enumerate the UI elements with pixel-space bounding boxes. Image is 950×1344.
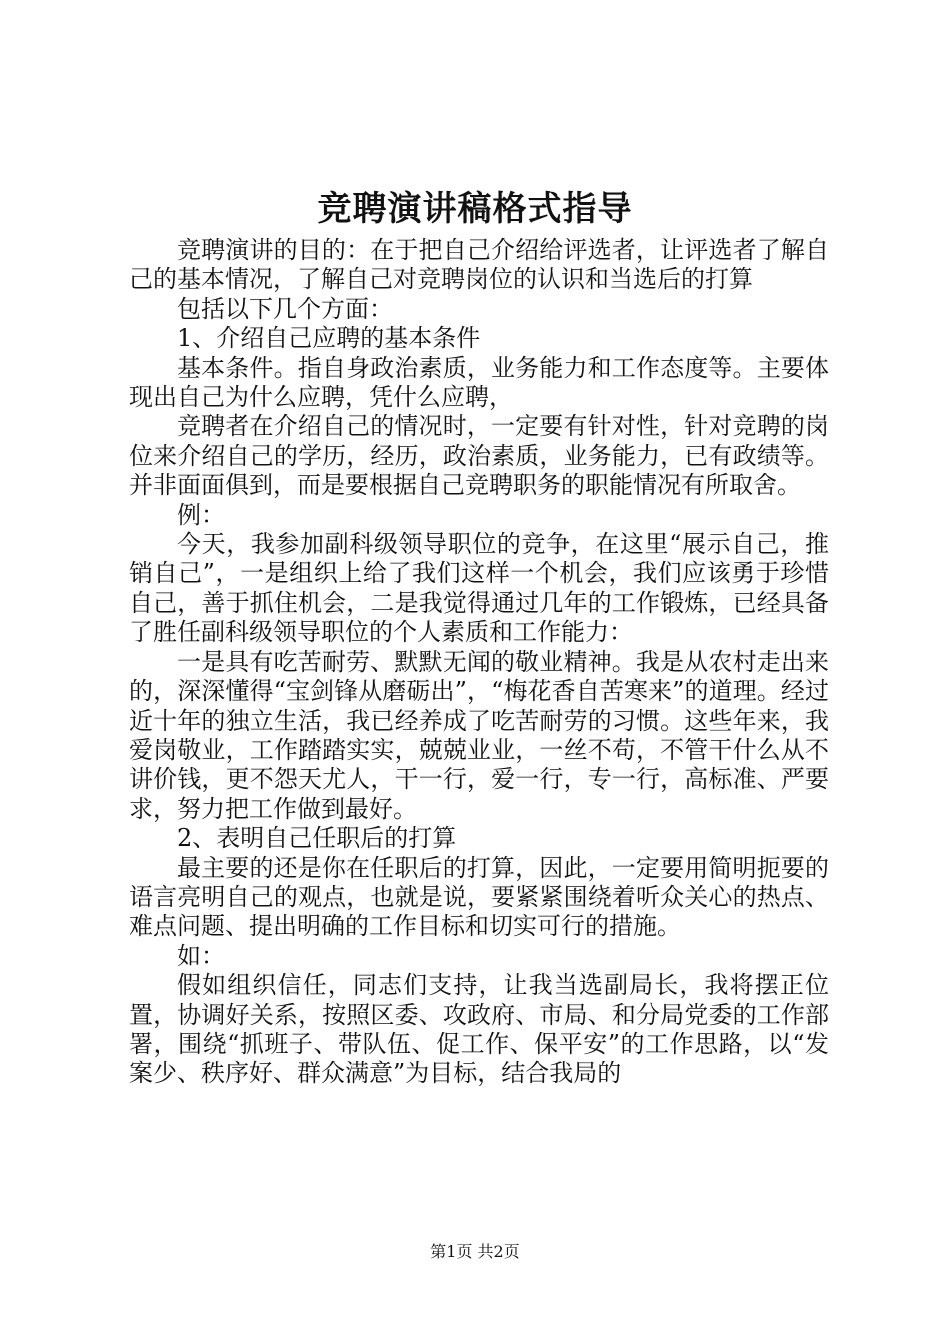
paragraph-basic-conditions: 基本条件。指自身政治素质，业务能力和工作态度等。主要体现出自己为什么应聘，凭什么应聘，: [129, 353, 829, 412]
paragraph-purpose: 竞聘演讲的目的：在于把自己介绍给评选者，让评选者了解自己的基本情况，了解自己对竞聘岗位的认识和当选后的打算: [129, 236, 829, 294]
paragraph-plans-example: 假如组织信任，同志们支持，让我当选副局长，我将摆正位置，协调好关系，按照区委、攻政府、市局、和分局党委的工作部署，围绕“抓班子、带队伍、促工作、保平安”的工作思路，以“发案少、秩序好、群众满意”为目标，结合我局的: [129, 971, 829, 1088]
page-title: 竞聘演讲稿格式指导: [317, 189, 633, 229]
section-heading-1: 1、介绍自己应聘的基本条件: [177, 324, 481, 353]
document-body: [129, 236, 829, 1089]
paragraph-aspects-intro: 包括以下几个方面：: [177, 294, 393, 323]
example-label: 例：: [177, 500, 225, 529]
paragraph-introduction-tips: 竞聘者在介绍自己的情况时，一定要有针对性，针对竞聘的岗位来介绍自己的学历，经历，政治素质，业务能力，已有政绩等。并非面面俱到，而是要根据自己竞聘职务的职能情况有所取舍。: [129, 412, 829, 500]
paragraph-example-opening: 今天，我参加副科级领导职位的竞争，在这里“展示自己，推销自己”，一是组织上给了我们这样一个机会，我们应该勇于珍惜自己，善于抓住机会，二是我觉得通过几年的工作锻炼，已经具备了胜任副科级领导职位的个人素质和工作能力：: [129, 530, 829, 647]
paragraph-example-diligence: 一是具有吃苦耐劳、默默无闻的敬业精神。我是从农村走出来的，深深懂得“宝剑锋从磨砺出”，“梅花香自苦寒来”的道理。经过近十年的独立生活，我已经养成了吃苦耐劳的习惯。这些年来，我爱岗敬业，工作踏踏实实，兢兢业业，一丝不苟，不管干什么从不讲价钱，更不怨天尤人，干一行，爱一行，专一行，高标准、严要求，努力把工作做到最好。: [129, 647, 829, 823]
example-label-2: 如：: [177, 941, 225, 970]
page-footer: 第1页 共2页: [430, 1242, 520, 1261]
paragraph-plans: 最主要的还是你在任职后的打算，因此，一定要用简明扼要的语言亮明自己的观点，也就是说，要紧紧围绕着听众关心的热点、难点问题、提出明确的工作目标和切实可行的措施。: [129, 853, 829, 941]
section-heading-2: 2、表明自己任职后的打算: [177, 824, 457, 853]
